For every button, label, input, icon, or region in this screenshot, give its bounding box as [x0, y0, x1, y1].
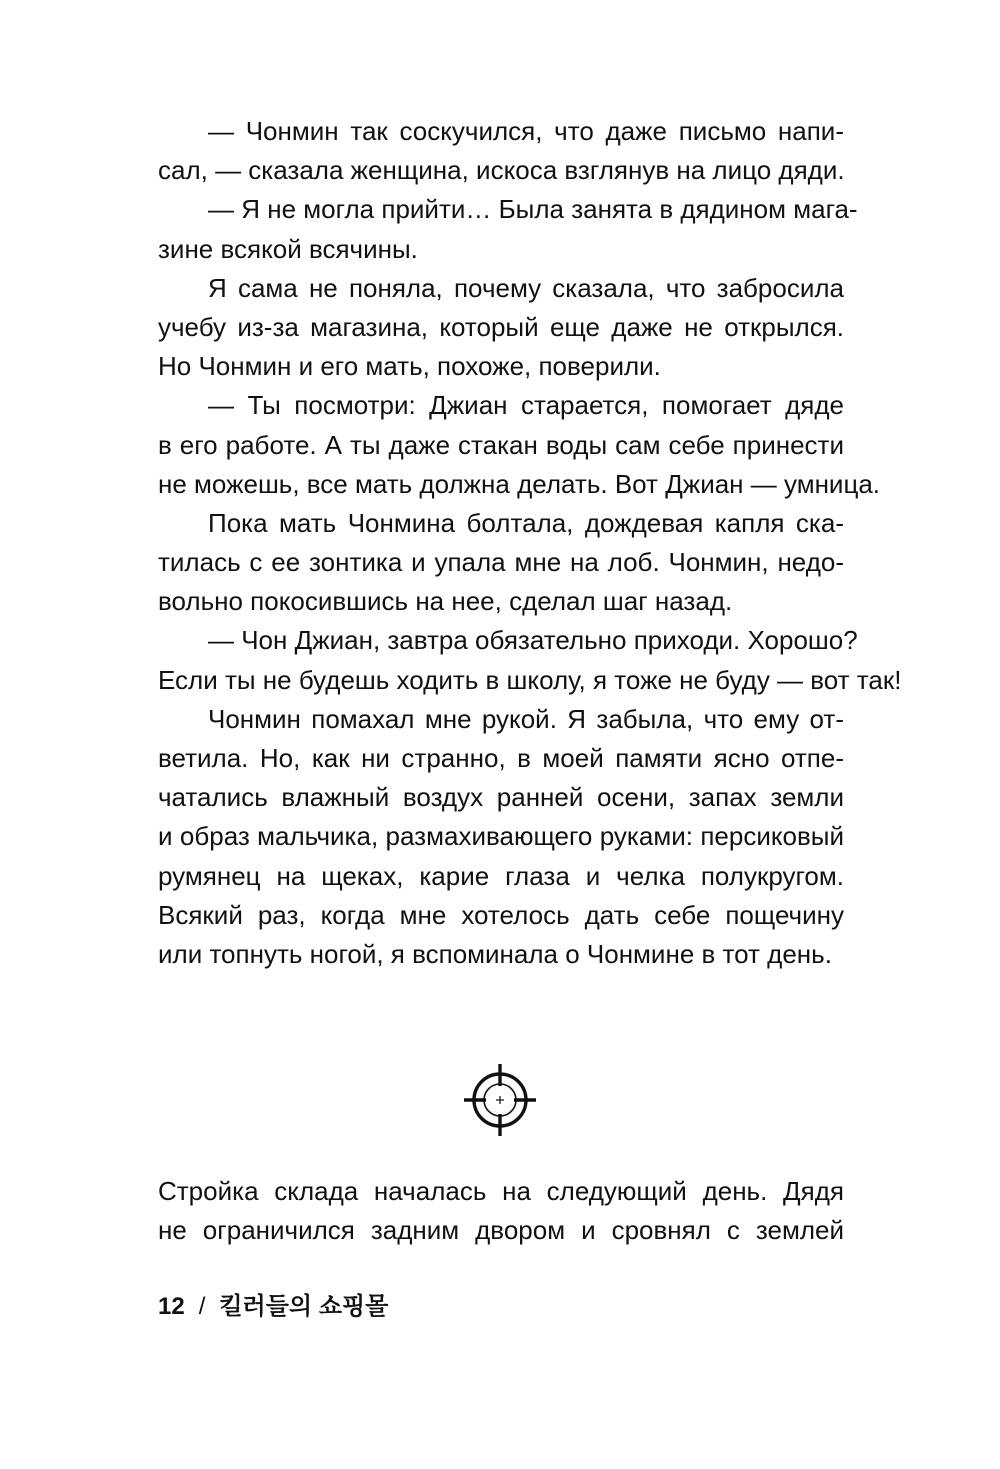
text-line: сал, — сказала женщина, искоса взглянув на лицо дяди. — [158, 155, 845, 186]
text-line: не можешь, все мать должна делать. Вот Джиан — умница. — [158, 468, 881, 499]
text-line: Чонмин помахал мне рукой. Я забыла, что ему от- — [208, 703, 844, 734]
text-line: Но Чонмин и его мать, похоже, поверили. — [158, 351, 661, 382]
page-footer — [158, 1286, 388, 1321]
text-line: — Чон Джиан, завтра обязательно приходи. Хорошо? — [208, 625, 858, 656]
text-line: ветила. Но, как ни странно, в моей памяти ясно отпе- — [158, 743, 844, 773]
text-line: — Я не могла прийти… Была занята в дядином мага- — [208, 194, 858, 225]
text-line: Я сама не поняла, почему сказала, что забросила — [208, 272, 844, 303]
text-line: тилась с ее зонтика и упала мне на лоб. Чонмин, недо- — [158, 547, 844, 578]
text-line: румянец на щеках, карие глаза и челка полукругом. — [158, 860, 844, 891]
text-line: в его работе. А ты даже стакан воды сам себе принести — [158, 429, 844, 460]
text-line: Стройка склада началась на следующий день. Дядя — [158, 1176, 844, 1206]
top-text-block — [158, 112, 902, 974]
book-title: 킬러들의 쇼핑몰 — [219, 1293, 389, 1320]
text-line: или топнуть ногой, я вспоминала о Чонмине в тот день. — [158, 938, 832, 969]
text-line: — Чонмин так соскучился, что даже письмо напи- — [208, 116, 844, 146]
text-line: — Ты посмотри: Джиан старается, помогает дяде — [208, 390, 844, 421]
text-line: Если ты не будешь ходить в школу, я тоже не буду — вот так! — [158, 664, 902, 695]
text-line: зине всякой всячины. — [158, 233, 418, 264]
page-number: 12 — [158, 1293, 185, 1320]
footer-separator: / — [198, 1293, 206, 1320]
text-line: учебу из-за магазина, который еще даже не открылся. — [158, 311, 844, 342]
bottom-text-block — [158, 1172, 844, 1250]
text-line: и образ мальчика, размахивающего руками: персиковый — [158, 821, 844, 852]
text-line: чатались влажный воздух ранней осени, запах земли — [158, 782, 844, 813]
text-line: вольно покосившись на нее, сделал шаг назад. — [158, 586, 733, 617]
text-line: Пока мать Чонмина болтала, дождевая капля ска- — [208, 507, 844, 538]
text-line: Всякий раз, когда мне хотелось дать себе пощечину — [158, 899, 844, 930]
crosshair-icon — [462, 1062, 538, 1138]
text-line: не ограничился задним двором и сровнял с землей — [158, 1215, 844, 1246]
